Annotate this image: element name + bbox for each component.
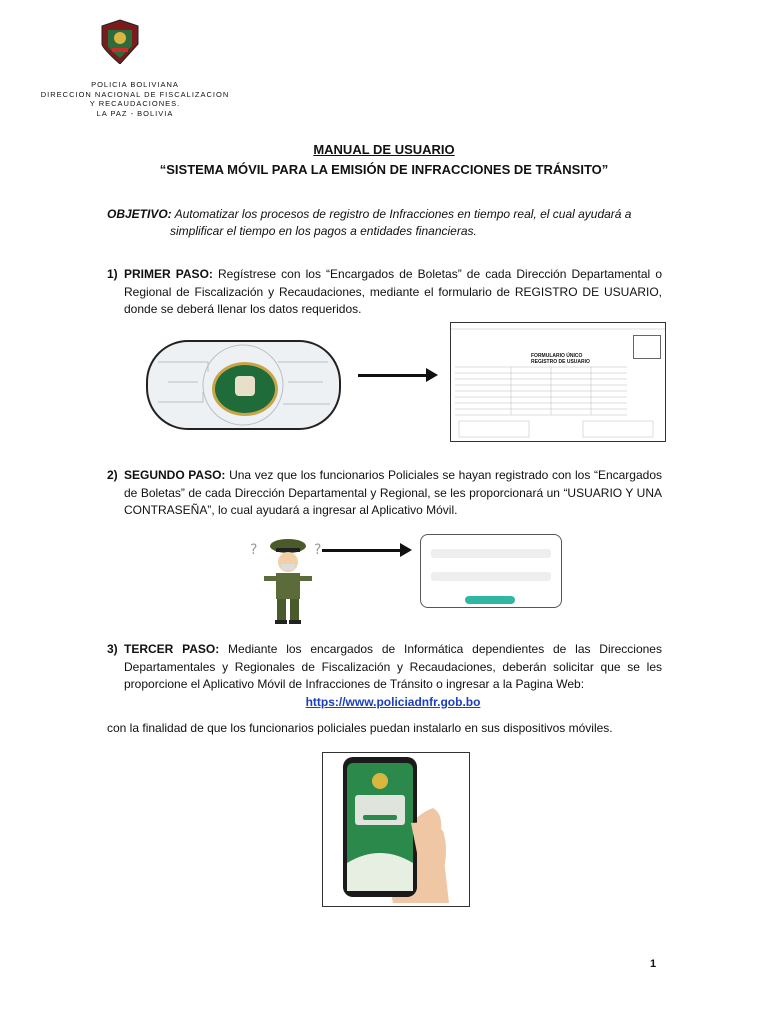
system-title: “SISTEMA MÓVIL PARA LA EMISIÓN DE INFRACCIONES DE TRÁNSITO” [159,162,609,177]
emblem-badge [212,362,278,416]
arrow-icon [322,549,404,552]
photo-box [633,335,661,359]
emblem-icon [235,376,255,396]
org-line-1: POLICIA BOLIVIANA [91,80,179,89]
objective-text-2: simplificar el tiempo en los pagos a entidades financieras. [170,224,477,238]
login-button [465,596,515,604]
manual-title: MANUAL DE USUARIO [313,142,455,157]
objective-paragraph [107,206,662,240]
step-3 [107,641,662,711]
password-field [431,572,551,581]
svg-text:?: ? [250,542,258,558]
step-3-number: 3) [107,642,118,656]
page-number: 1 [650,958,657,970]
step-2 [107,467,662,520]
phone-in-hand-illustration [323,753,469,906]
website-link[interactable]: https://www.policiadnfr.gob.bo [305,694,481,709]
registration-form-image [450,322,666,442]
svg-text:?: ? [314,542,322,558]
step-1-label: PRIMER PASO: [124,267,213,281]
form-title: FORMULARIO ÚNICO [531,353,583,359]
police-emblem-logo [98,18,142,64]
objective-text-1: Automatizar los procesos de registro de Infracciones en tiempo real, el cual ayudará a [171,207,632,221]
step-3-text: Mediante los encargados de Informática dependientes de las Direcciones Departamentales y Regionales de Fiscalización y Recaudaciones, deberán solicitar que se les proporcione el Aplicativo Móvil de Infracciones de Tránsito o ingresar a la Pagina Web: [124,642,662,691]
org-line-3: Y RECAUDACIONES. [89,99,181,108]
objective-label: OBJETIVO: [107,207,172,221]
step-2-number: 2) [107,468,118,482]
login-screen-image [420,534,562,608]
police-app-splash-image [146,340,341,430]
org-line-2: DIRECCION NACIONAL DE FISCALIZACION [40,89,230,99]
org-line-4: LA PAZ - BOLIVIA [96,108,174,118]
phone-in-hand-image [322,752,470,907]
arrow-icon [358,374,430,377]
step-2-label: SEGUNDO PASO: [124,468,226,482]
police-officer-illustration [248,536,326,626]
step-1-number: 1) [107,267,118,281]
step-3-continuation: con la finalidad de que los funcionarios policiales puedan instalarlo en sus dispositivos móviles. [107,721,613,735]
username-field [431,549,551,558]
step-2-text: Una vez que los funcionarios Policiales se hayan registrado con los “Encargados de Boletas” de cada Dirección Departamental y Regional, se les proporcionará un “USUARIO Y UNA CONTRASEÑA”, lo cual ayudará a ingresar al Aplicativo Móvil. [124,468,662,517]
organization-header [40,80,230,118]
step-1 [107,266,662,319]
form-subtitle: REGISTRO DE USUARIO [531,359,590,365]
step-1-text: Regístrese con los “Encargados de Boletas” de cada Dirección Departamental o Regional de Fiscalización y Recaudaciones, mediante el formulario de REGISTRO DE USUARIO, donde se deberá llenar los datos requeridos. [124,267,663,316]
step-3-label: TERCER PASO: [124,642,220,656]
